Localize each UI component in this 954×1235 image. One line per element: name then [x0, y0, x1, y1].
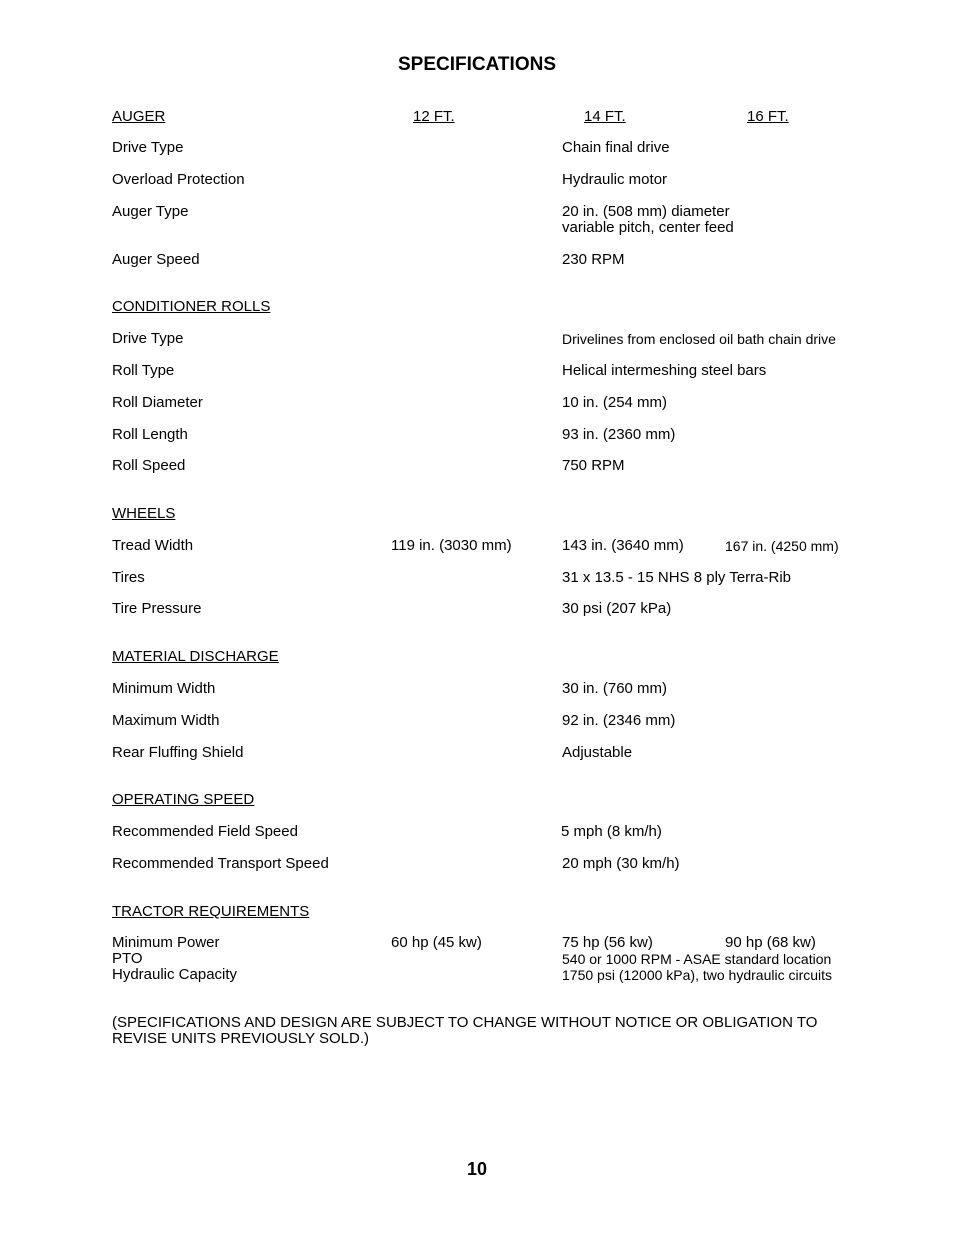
spec-value: 93 in. (2360 mm)	[562, 426, 676, 443]
spec-value: variable pitch, center feed	[562, 219, 734, 236]
spec-label: Tires	[112, 569, 145, 586]
spec-label: Overload Protection	[112, 171, 245, 188]
column-header-16ft: 16 FT.	[747, 108, 789, 125]
spec-value: Drivelines from enclosed oil bath chain drive	[562, 331, 836, 347]
spec-label: Drive Type	[112, 330, 184, 347]
spec-value: Helical intermeshing steel bars	[562, 362, 767, 379]
spec-value: 31 x 13.5 - 15 NHS 8 ply Terra-Rib	[562, 569, 791, 586]
disclaimer: (SPECIFICATIONS AND DESIGN ARE SUBJECT TO CHANGE WITHOUT NOTICE OR OBLIGATION TO	[112, 1014, 818, 1031]
spec-label: PTO	[112, 950, 143, 967]
page-number: 10	[466, 1159, 488, 1179]
spec-value-12ft: 60 hp (45 kw)	[391, 934, 482, 951]
spec-label: Recommended Transport Speed	[112, 855, 329, 872]
spec-label: Roll Speed	[112, 457, 186, 474]
page-title: SPECIFICATIONS	[398, 54, 556, 75]
spec-value: 540 or 1000 RPM - ASAE standard location	[562, 951, 832, 967]
spec-value: 5 mph (8 km/h)	[561, 823, 662, 840]
spec-label: Minimum Power	[112, 934, 220, 951]
spec-label: Maximum Width	[112, 712, 220, 729]
section-heading-conditioner-rolls: CONDITIONER ROLLS	[112, 298, 271, 315]
column-header-14ft: 14 FT.	[584, 108, 626, 125]
spec-label: Auger Speed	[112, 251, 200, 268]
disclaimer: REVISE UNITS PREVIOUSLY SOLD.)	[112, 1030, 370, 1047]
spec-label: Tread Width	[112, 537, 194, 554]
spec-value: Adjustable	[562, 744, 633, 761]
spec-value-16ft: 90 hp (68 kw)	[725, 934, 816, 951]
section-heading-wheels: WHEELS	[112, 505, 176, 522]
spec-value: 30 in. (760 mm)	[562, 680, 668, 697]
spec-label: Auger Type	[112, 203, 189, 220]
section-heading-auger: AUGER	[112, 108, 166, 125]
spec-value: Chain final drive	[562, 139, 670, 156]
spec-value: 230 RPM	[562, 251, 625, 268]
spec-value: Hydraulic motor	[562, 171, 668, 188]
section-heading-operating-speed: OPERATING SPEED	[112, 791, 255, 808]
spec-value: 10 in. (254 mm)	[562, 394, 668, 411]
spec-label: Recommended Field Speed	[112, 823, 298, 840]
spec-value-12ft: 119 in. (3030 mm)	[391, 537, 512, 554]
spec-value-14ft: 75 hp (56 kw)	[562, 934, 653, 951]
spec-label: Drive Type	[112, 139, 184, 156]
spec-label: Roll Diameter	[112, 394, 203, 411]
spec-label: Roll Type	[112, 362, 175, 379]
spec-label: Rear Fluffing Shield	[112, 744, 244, 761]
spec-label: Tire Pressure	[112, 600, 202, 617]
spec-value: 750 RPM	[562, 457, 625, 474]
spec-value: 20 mph (30 km/h)	[562, 855, 680, 872]
spec-value: 92 in. (2346 mm)	[562, 712, 676, 729]
spec-value-14ft: 143 in. (3640 mm)	[562, 537, 684, 554]
spec-value: 1750 psi (12000 kPa), two hydraulic circuits	[562, 967, 833, 983]
spec-value: 30 psi (207 kPa)	[562, 600, 672, 617]
spec-label: Hydraulic Capacity	[112, 966, 238, 983]
spec-label: Roll Length	[112, 426, 188, 443]
spec-value-16ft: 167 in. (4250 mm)	[725, 538, 839, 554]
spec-value: 20 in. (508 mm) diameter	[562, 203, 730, 220]
column-header-12ft: 12 FT.	[413, 108, 455, 125]
section-heading-tractor-requirements: TRACTOR REQUIREMENTS	[112, 903, 310, 920]
spec-label: Minimum Width	[112, 680, 216, 697]
section-heading-material-discharge: MATERIAL DISCHARGE	[112, 648, 279, 665]
